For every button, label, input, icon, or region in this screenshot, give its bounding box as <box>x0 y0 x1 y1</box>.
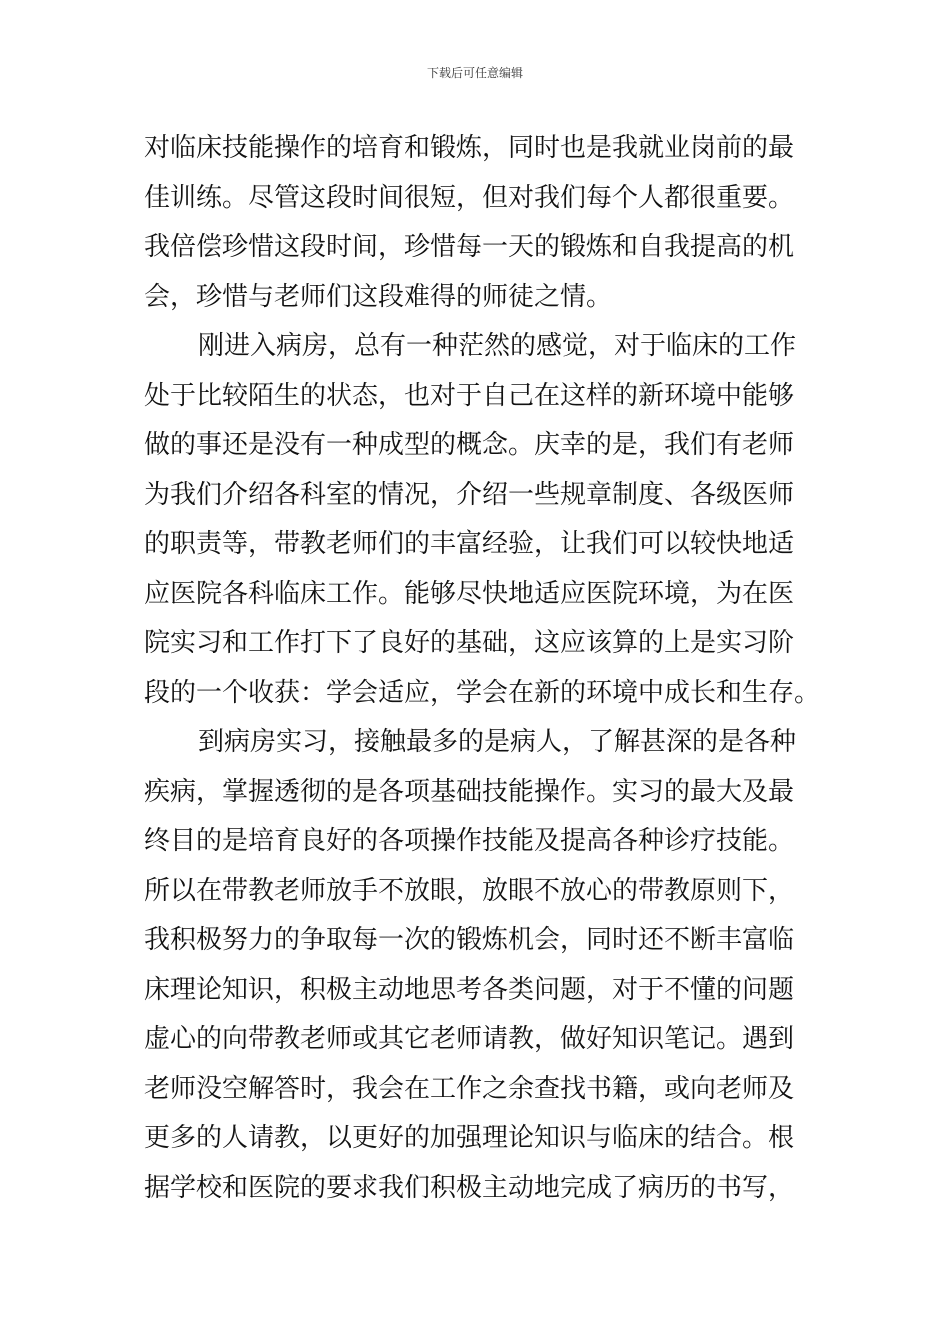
text-line: 做的事还是没有一种成型的概念。庆幸的是，我们有老师 <box>144 430 795 460</box>
text-line: 虚心的向带教老师或其它老师请教，做好知识笔记。遇到 <box>144 1024 795 1054</box>
text-line: 会，珍惜与老师们这段难得的师徒之情。 <box>144 281 613 312</box>
text-line: 为我们介绍各科室的情况，介绍一些规章制度、各级医师 <box>144 479 795 510</box>
text-line: 据学校和医院的要求我们积极主动地完成了病历的书写， <box>144 1172 795 1203</box>
text-line: 床理论知识，积极主动地思考各类问题，对于不懂的问题 <box>144 974 795 1005</box>
paragraph-start-line: 到病房实习，接触最多的是病人，了解甚深的是各种 <box>198 727 797 757</box>
text-line: 疾病，掌握透彻的是各项基础技能操作。实习的最大及最 <box>144 776 795 807</box>
page-header-note: 下载后可任意编辑 <box>426 66 523 80</box>
text-line: 的职责等，带教老师们的丰富经验，让我们可以较快地适 <box>144 529 795 559</box>
text-line: 我积极努力的争取每一次的锻炼机会，同时还不断丰富临 <box>144 925 795 955</box>
text-line: 终目的是培育良好的各项操作技能及提高各种诊疗技能。 <box>144 826 795 856</box>
text-line: 应医院各科临床工作。能够尽快地适应医院环境，为在医 <box>144 578 795 609</box>
text-line: 对临床技能操作的培育和锻炼，同时也是我就业岗前的最 <box>144 133 795 163</box>
document-body <box>144 124 821 1213</box>
text-line: 院实习和工作打下了良好的基础，这应该算的上是实习阶 <box>144 628 795 658</box>
text-line: 佳训练。尽管这段时间很短，但对我们每个人都很重要。 <box>144 182 795 213</box>
text-line: 段的一个收获：学会适应，学会在新的环境中成长和生存。 <box>144 677 821 708</box>
text-line: 更多的人请教，以更好的加强理论知识与临床的结合。根 <box>144 1123 795 1153</box>
text-line: 处于比较陌生的状态，也对于自己在这样的新环境中能够 <box>144 380 795 411</box>
text-line: 所以在带教老师放手不放眼，放眼不放心的带教原则下， <box>144 875 795 906</box>
text-line: 我倍偿珍惜这段时间，珍惜每一天的锻炼和自我提高的机 <box>144 232 795 262</box>
text-line: 老师没空解答时，我会在工作之余查找书籍，或向老师及 <box>144 1073 795 1104</box>
paragraph-start-line: 刚进入病房，总有一种茫然的感觉，对于临床的工作 <box>198 331 797 361</box>
